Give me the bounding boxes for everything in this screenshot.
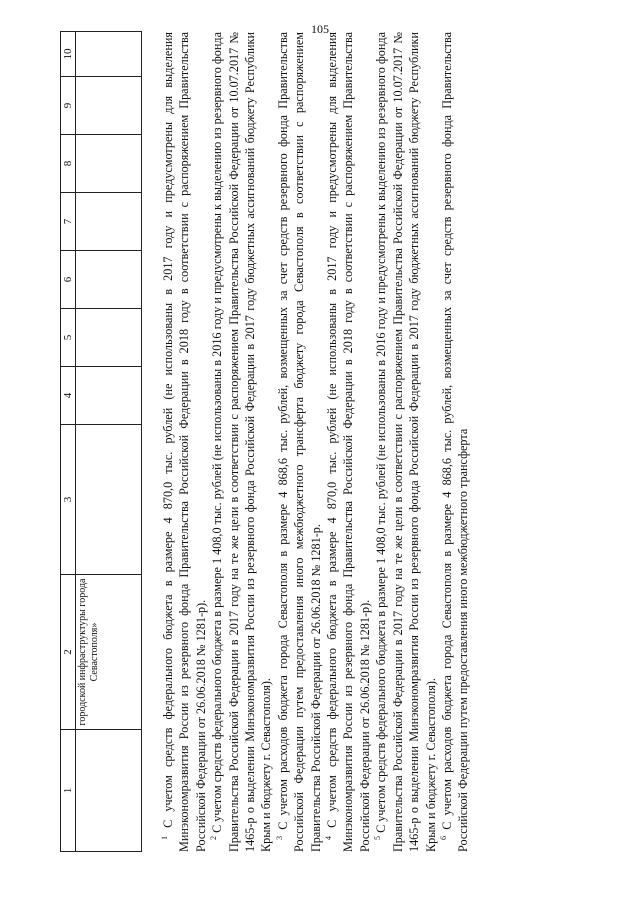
table-header-row bbox=[61, 32, 76, 852]
footnote bbox=[324, 32, 373, 852]
footnote-mark: 5 bbox=[373, 836, 383, 840]
footnote bbox=[373, 32, 439, 852]
footnote-mark: 2 bbox=[209, 836, 219, 840]
column-header: 7 bbox=[61, 193, 76, 251]
table-cell bbox=[76, 575, 142, 730]
page-number: 105 bbox=[311, 22, 329, 36]
table-cell bbox=[76, 425, 142, 575]
footnotes bbox=[160, 32, 472, 852]
footnote bbox=[209, 32, 275, 852]
footnote-mark: 4 bbox=[324, 836, 333, 840]
table-cell bbox=[76, 251, 142, 309]
table-cell bbox=[76, 193, 142, 251]
budget-table bbox=[60, 31, 142, 852]
column-header: 9 bbox=[61, 77, 76, 135]
column-header: 8 bbox=[61, 135, 76, 193]
column-header: 6 bbox=[61, 251, 76, 309]
table-cell bbox=[76, 77, 142, 135]
table-cell bbox=[76, 367, 142, 425]
table-cell bbox=[76, 135, 142, 193]
footnote-mark: 6 bbox=[438, 836, 448, 840]
rotated-page-content bbox=[60, 32, 580, 852]
cell-text: городской инфраструктуры города Севастополя» bbox=[77, 578, 100, 726]
footnote bbox=[160, 32, 209, 852]
table-cell bbox=[76, 32, 142, 77]
footnote-mark: 3 bbox=[274, 836, 284, 840]
footnote-mark: 1 bbox=[159, 836, 169, 840]
column-header: 1 bbox=[61, 730, 76, 852]
footnote-text: С учетом средств федерального бюджета в размере 1 408,0 тыс. рублей (не использованы в 2016 году и предусмотрены к выделению из резервного фонда Правительства Российской Федерации в 2017 году на те же цели в соответствии с распоряжением Правительства Российской Федерации от 10.07.2017 № 1465-р о выделении Минэкономразвития России из резервного фонда Российской Федерации в 2017 году бюджетных ассигнований бюджету Республики Крым и бюджету г. Севастополя). bbox=[374, 31, 438, 852]
table-cell bbox=[76, 730, 142, 852]
footnote-text: С учетом расходов бюджета города Севастополя в размере 4 868,6 тыс. рублей, возмещенных за счет средств резервного фонда Правительства Российской Федерации путем предоставления иного межбюджетного трансферта bbox=[439, 32, 471, 852]
footnote bbox=[439, 32, 472, 852]
footnote-text: С учетом средств федерального бюджета в размере 1 408,0 тыс. рублей (не использованы в 2016 году и предусмотрены к выделению из резервного фонда Правительства Российской Федерации в 2017 году на те же цели в соответствии с распоряжением Правительства Российской Федерации от 10.07.2017 № 1465-р о выделении Минэкономразвития России из резервного фонда Российской Федерации в 2017 году бюджетных ассигнований бюджету Республики Крым и бюджету г. Севастополя). bbox=[210, 31, 274, 852]
footnote bbox=[275, 32, 324, 852]
footnote-text: С учетом средств федерального бюджета в размере 4 870,0 тыс. рублей (не использованы в 2017 году и предусмотрены для выделения Минэкономразвития России из резервного фонда Правительства Российской Федерации в 2018 году в соответствии с распоряжением Правительства Российской Федерации от 26.06.2018 № 1281-р). bbox=[161, 32, 208, 852]
column-header: 2 bbox=[61, 575, 76, 730]
column-header: 4 bbox=[61, 367, 76, 425]
table-cell bbox=[76, 309, 142, 367]
column-header: 5 bbox=[61, 309, 76, 367]
footnote-text: С учетом средств федерального бюджета в размере 4 870,0 тыс. рублей (не использованы в 2017 году и предусмотрены для выделения Минэкономразвития России из резервного фонда Правительства Российской Федерации в 2018 году в соответствии с распоряжением Правительства Российской Федерации от 26.06.2018 № 1281-р). bbox=[325, 32, 372, 852]
table-row bbox=[76, 32, 142, 852]
column-header: 10 bbox=[61, 32, 76, 77]
footnote-text: С учетом расходов бюджета города Севастополя в размере 4 868,6 тыс. рублей, возмещенных за счет средств резервного фонда Правительства Российской Федерации путем предоставления иного межбюджетного трансферта бюджету города Севастополя в соответствии с распоряжением Правительства Российской Федерации от 26.06.2018 № 1281-р. bbox=[275, 32, 323, 852]
column-header: 3 bbox=[61, 425, 76, 575]
